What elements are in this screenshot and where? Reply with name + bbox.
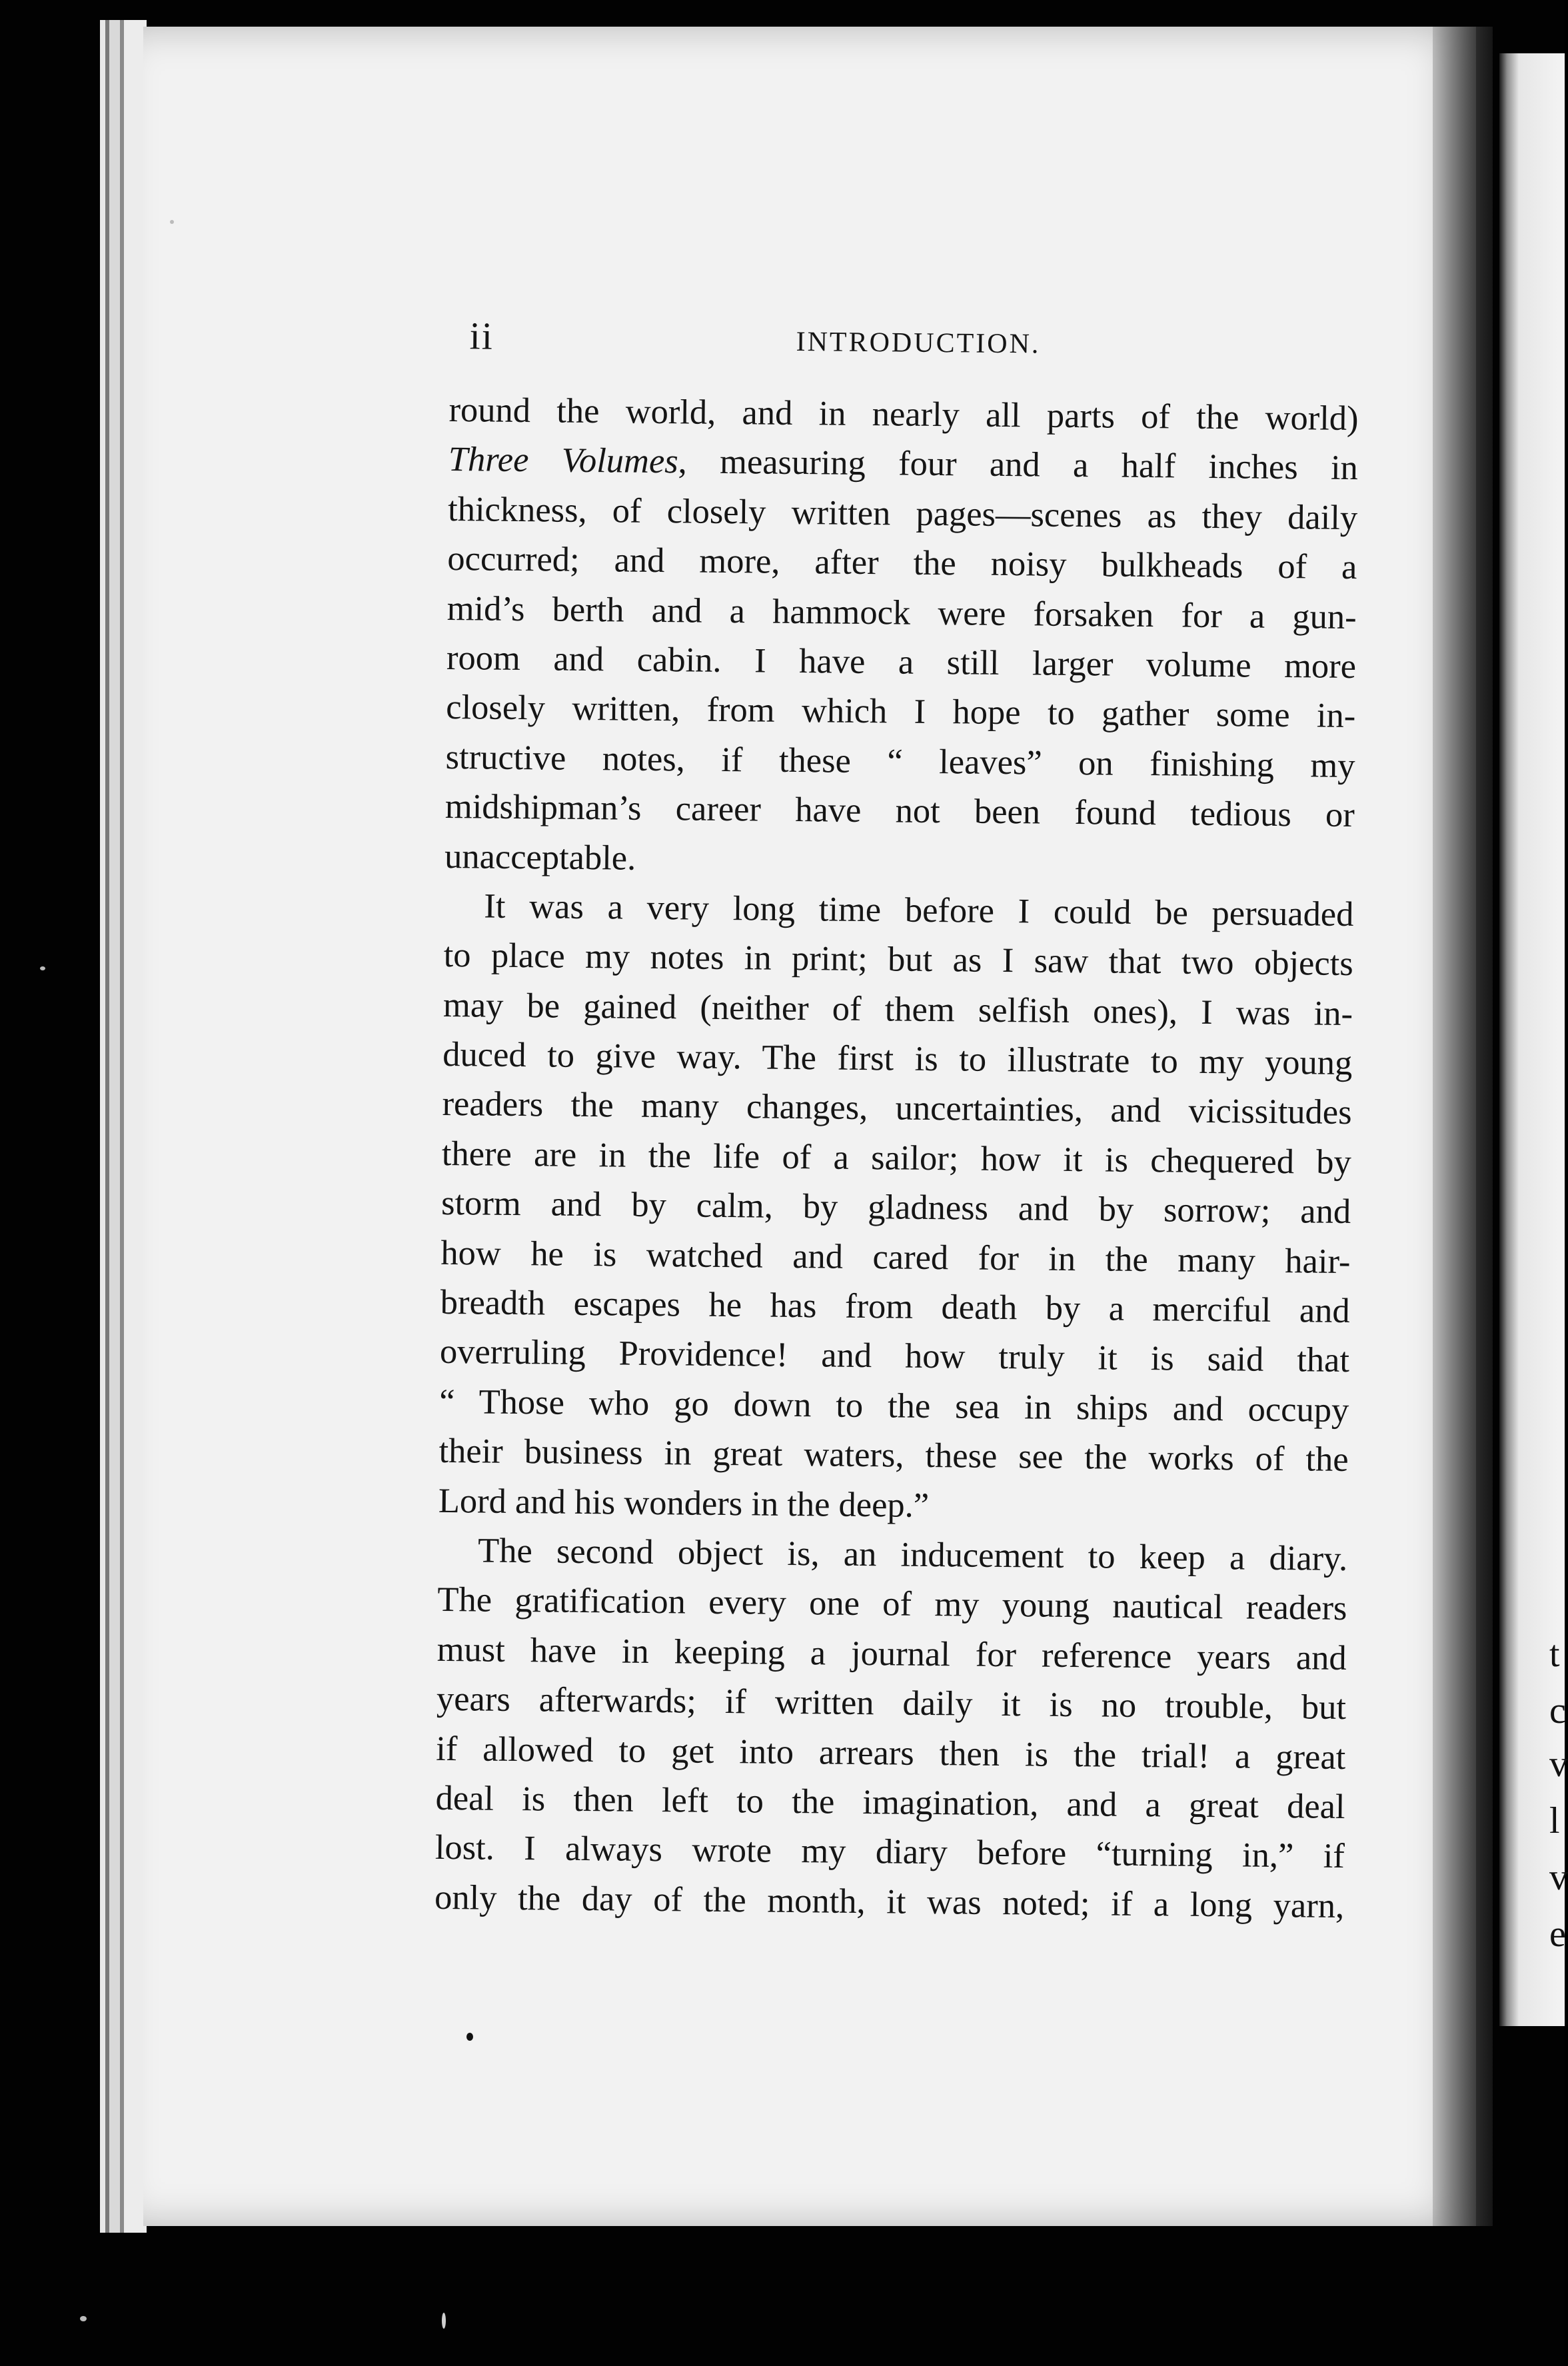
running-head-title: INTRODUCTION. <box>796 326 1041 360</box>
text-line: there are in the life of a sailor; how it is chequered by <box>441 1134 1352 1182</box>
running-head <box>449 313 1359 382</box>
scan-speck <box>40 966 45 970</box>
text-line: deal is then left to the imagination, and a great deal <box>435 1778 1345 1826</box>
italic-phrase: Three Volumes <box>448 440 679 481</box>
next-page-letter: l <box>1549 1800 1560 1841</box>
text-line: how he is watched and cared for in the many hair- <box>440 1233 1351 1281</box>
text-line: Lord and his wonders in the deep.” <box>438 1481 930 1525</box>
page-text-block <box>434 313 1359 1931</box>
scan-speck <box>170 220 174 224</box>
body-text <box>434 385 1359 1931</box>
text-line: their business in great waters, these see the works of the <box>438 1432 1349 1480</box>
text-line: It was a very long time before I could be persuaded <box>484 886 1354 934</box>
text-line: Three Volumes, measuring four and a half inches in <box>448 440 1359 488</box>
text-line: “ Those who go down to the sea in ships and occupy <box>439 1382 1349 1430</box>
scan-speck <box>80 2316 87 2321</box>
text-line: closely written, from which I hope to gather some in- <box>446 688 1356 736</box>
scan-speck <box>466 2033 473 2041</box>
next-page-letter: e <box>1549 1913 1566 1955</box>
text-line: must have in keeping a journal for reference years and <box>436 1630 1347 1678</box>
next-page-letter: v <box>1549 1857 1568 1898</box>
next-page-letter: c <box>1549 1690 1566 1732</box>
page-number: ii <box>469 314 494 358</box>
text-line: The second object is, an inducement to keep a diary. <box>477 1531 1348 1579</box>
scan-speck <box>442 2313 446 2329</box>
text-line: lost. I always wrote my diary before “turning in,” if <box>434 1828 1345 1876</box>
page-gutter-shadow <box>1433 27 1493 2226</box>
text-line: breadth escapes he has from death by a merciful and <box>440 1282 1350 1331</box>
text-line: round the world, and in nearly all parts of the world) <box>448 390 1359 439</box>
text-line: may be gained (neither of them selfish ones), I was in- <box>442 985 1353 1033</box>
next-page-letter: t <box>1549 1634 1560 1675</box>
text-line: The gratification every one of my young nautical readers <box>437 1580 1347 1628</box>
text-line: readers the many changes, uncertainties, and vicissitudes <box>442 1084 1352 1132</box>
text-line: if allowed to get into arrears then is the trial! a great <box>436 1729 1346 1777</box>
text-line: room and cabin. I have a still larger volume more <box>446 638 1357 686</box>
text-line: years afterwards; if written daily it is no trouble, but <box>436 1680 1347 1728</box>
text-line: unacceptable. <box>444 836 636 878</box>
text-line: duced to give way. The first is to illustrate to my young <box>442 1035 1353 1083</box>
text-line: occurred; and more, after the noisy bulkheads of a <box>447 539 1357 587</box>
next-page-letter: v <box>1549 1744 1568 1785</box>
text-line: mid’s berth and a hammock were forsaken for a gun- <box>446 589 1357 636</box>
text-line: midshipman’s career have not been found tedious or <box>444 787 1355 835</box>
text-line: structive notes, if these “ leaves” on finishing my <box>445 737 1355 785</box>
text-line: storm and by calm, by gladness and by sorrow; and <box>440 1184 1351 1232</box>
text-line: overruling Providence! and how truly it is said that <box>439 1332 1350 1380</box>
text-line: only the day of the month, it was noted; if a long yarn, <box>434 1877 1345 1925</box>
text-line: to place my notes in print; but as I saw that two objects <box>443 936 1353 984</box>
book-binding-edge <box>100 20 147 2233</box>
text-line: thickness, of closely written pages—scenes as they daily <box>447 489 1358 537</box>
